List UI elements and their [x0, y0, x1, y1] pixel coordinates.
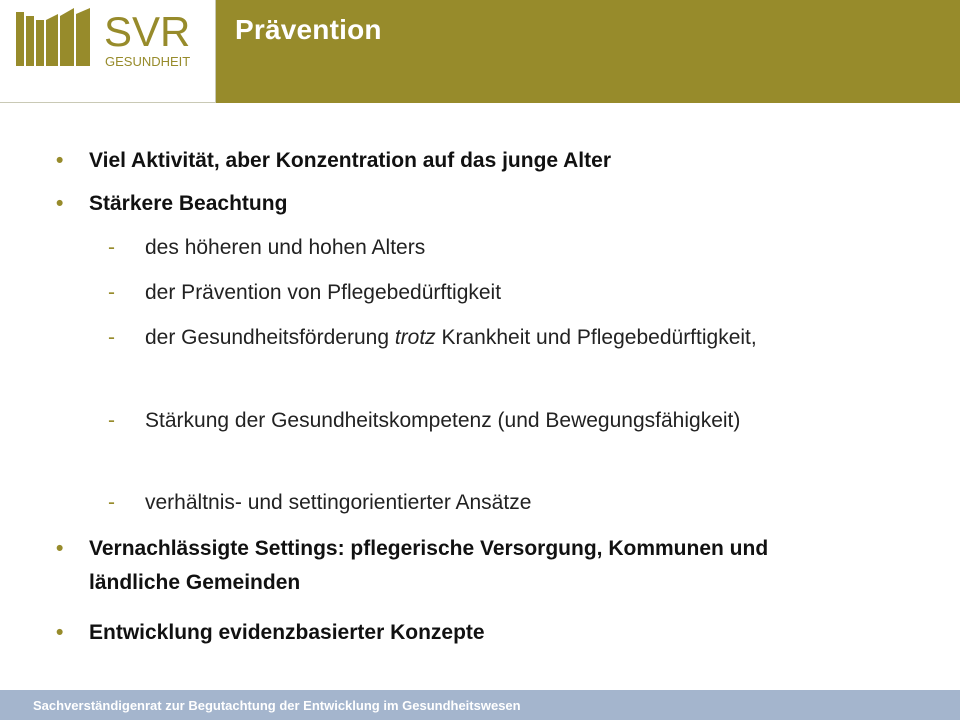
dash-marker: -: [108, 409, 115, 432]
svr-logo-icon: [14, 6, 204, 76]
sub-item: [108, 486, 865, 520]
sub-item-text: der Prävention von Pflegebedürftigkeit: [145, 281, 502, 304]
sub-item-emphasis: trotz: [394, 326, 436, 349]
logo-area: [0, 0, 216, 103]
footer-bar: [0, 690, 960, 720]
sub-item-text-post: Krankheit und Pflegebedürftigkeit,: [435, 326, 757, 349]
sub-item: [108, 276, 865, 310]
bullet-text: Entwicklung evidenzbasierter Konzepte: [89, 621, 485, 644]
sub-item: [108, 231, 865, 265]
footer-text: Sachverständigenrat zur Begutachtung der Entwicklung im Gesundheitswesen: [33, 698, 521, 713]
bullet-item: [89, 144, 869, 178]
bullet-item: [89, 187, 869, 221]
logo-subtitle: GESUNDHEIT: [105, 54, 191, 69]
sub-item-text: des höheren und hohen Alters: [145, 236, 426, 259]
sub-item-text: verhältnis- und settingorientierter Ansätze: [145, 491, 532, 514]
title-bar: [216, 0, 960, 103]
bullet-item: [89, 616, 869, 650]
dash-marker: -: [108, 491, 115, 514]
dash-marker: -: [108, 236, 115, 259]
logo-name: SVR: [104, 8, 191, 55]
sub-item: [108, 404, 865, 438]
dash-marker: -: [108, 326, 115, 349]
bullet-text: Viel Aktivität, aber Konzentration auf das junge Alter: [89, 149, 611, 172]
dash-marker: -: [108, 281, 115, 304]
bullet-text: Vernachlässigte Settings: pflegerische Versorgung, Kommunen und ländliche Gemeinden: [89, 537, 769, 594]
sub-item: [108, 321, 865, 355]
bullet-text: Stärkere Beachtung: [89, 192, 288, 215]
page-title: Prävention: [235, 14, 382, 45]
bullet-item: [89, 532, 789, 600]
sub-item-text: Stärkung der Gesundheitskompetenz (und Bewegungsfähigkeit): [145, 409, 741, 432]
sub-item-text-pre: der Gesundheitsförderung: [145, 326, 395, 349]
